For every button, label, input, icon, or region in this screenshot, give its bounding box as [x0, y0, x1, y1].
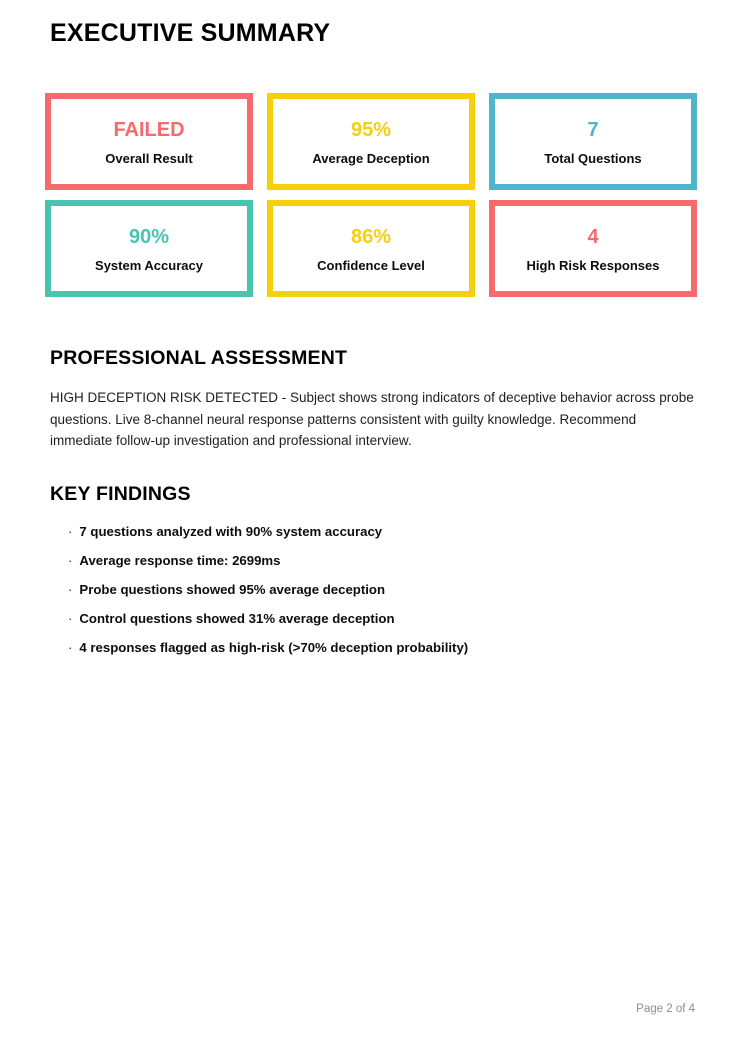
findings-heading: KEY FINDINGS	[50, 482, 191, 505]
stat-label: High Risk Responses	[526, 257, 660, 273]
bullet-icon: ·	[68, 610, 73, 626]
list-item	[68, 525, 698, 539]
finding-text: 7 questions analyzed with 90% system accuracy	[79, 523, 383, 539]
stat-card-high-risk-responses	[489, 200, 697, 297]
bullet-icon: ·	[68, 552, 73, 568]
list-item	[68, 583, 698, 597]
bullet-icon: ·	[68, 523, 73, 539]
bullet-icon: ·	[68, 639, 73, 655]
list-item	[68, 554, 698, 568]
finding-text: 4 responses flagged as high-risk (>70% deception probability)	[79, 639, 469, 655]
stat-card-system-accuracy	[45, 200, 253, 297]
stat-card-overall-result	[45, 93, 253, 190]
page-number: Page 2 of 4	[636, 1003, 695, 1015]
findings-list	[50, 525, 698, 655]
stat-label: Average Deception	[312, 150, 430, 166]
summary-stats-grid	[45, 93, 697, 297]
stat-label: System Accuracy	[95, 257, 203, 273]
stat-label: Confidence Level	[317, 257, 425, 273]
stat-value: FAILED	[113, 118, 185, 141]
finding-text: Probe questions showed 95% average deception	[79, 581, 386, 597]
bullet-icon: ·	[68, 581, 73, 597]
stat-card-total-questions	[489, 93, 697, 190]
list-item	[68, 612, 698, 626]
stat-value: 86%	[350, 225, 392, 248]
finding-text: Average response time: 2699ms	[79, 552, 281, 568]
stat-label: Overall Result	[105, 150, 193, 166]
stat-value: 90%	[128, 225, 170, 248]
assessment-body-text: HIGH DECEPTION RISK DETECTED - Subject shows strong indicators of deceptive behavior across probe questions. Live 8-channel neural response patterns consistent with guilty knowledge. Recommend immediate follow-up investigation and professional interview.	[50, 390, 694, 448]
stat-label: Total Questions	[544, 150, 642, 166]
stat-card-confidence-level	[267, 200, 475, 297]
stat-card-average-deception	[267, 93, 475, 190]
page-title: EXECUTIVE SUMMARY	[50, 19, 331, 47]
finding-text: Control questions showed 31% average deception	[79, 610, 395, 626]
stat-value: 95%	[350, 118, 392, 141]
professional-assessment-section	[50, 347, 698, 452]
stat-value: 7	[587, 118, 599, 141]
key-findings-section	[50, 483, 698, 655]
list-item	[68, 641, 698, 655]
assessment-heading: PROFESSIONAL ASSESSMENT	[50, 347, 348, 369]
stat-value: 4	[587, 225, 599, 248]
